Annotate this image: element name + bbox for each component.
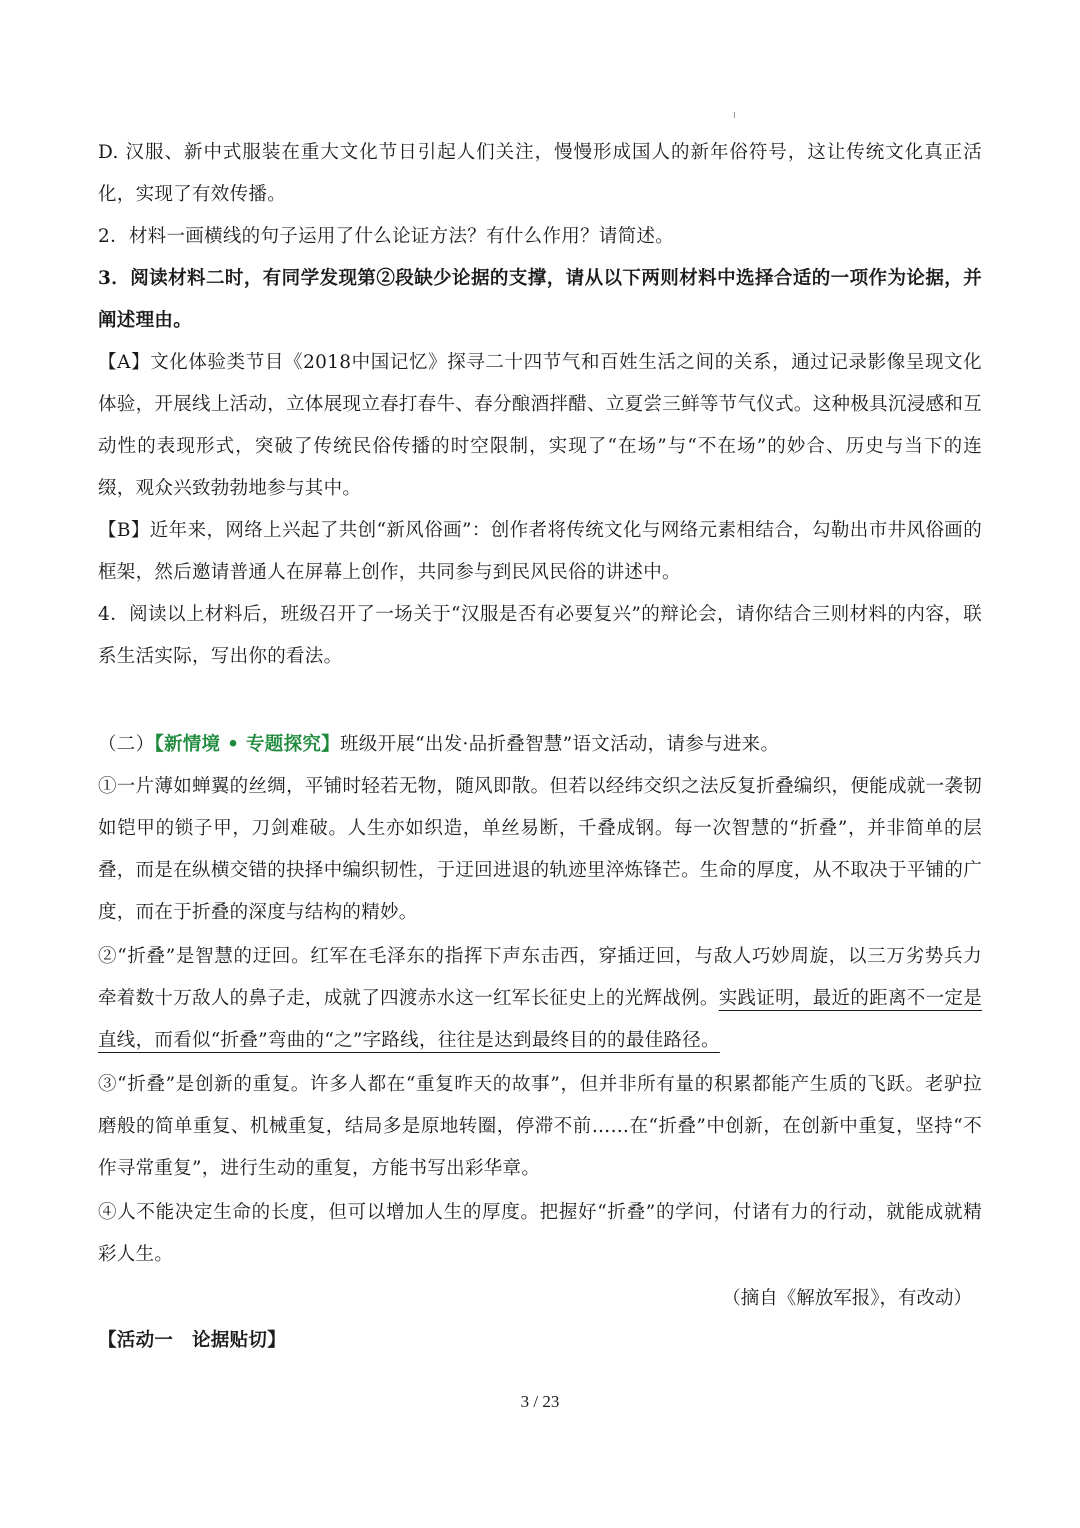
material-b: 【B】近年来，网络上兴起了共创“新风俗画”：创作者将传统文化与网络元素相结合，勾勒出市井风俗画的框架，然后邀请普通人在屏幕上创作，共同参与到民风民俗的讲述中。 <box>98 520 982 583</box>
activity-heading: 【活动一 论据贴切】 <box>98 1330 287 1351</box>
section-2-intro-text: 班级开展“出发·品折叠智慧”语文活动，请参与进来。 <box>339 734 780 755</box>
page-number: 3 / 23 <box>520 1392 560 1411</box>
section-2-prefix: （二） <box>98 734 155 755</box>
section-2-tag: 【新情境 • 专题探究】 <box>154 734 340 755</box>
option-d: D. 汉服、新中式服装在重大文化节日引起人们关注，慢慢形成国人的新年俗符号，这让传统文化真正活化，实现了有效传播。 <box>98 142 982 205</box>
scan-mark <box>734 112 735 118</box>
article-source: （摘自《解放军报》，有改动） <box>722 1288 972 1309</box>
question-4: 4．阅读以上材料后，班级召开了一场关于“汉服是否有必要复兴”的辩论会，请你结合三则材料的内容，联系生活实际，写出你的看法。 <box>98 604 982 667</box>
section-2-intro <box>98 724 982 766</box>
paragraph-2-text: ②“折叠”是智慧的迂回。红军在毛泽东的指挥下声东击西，穿插迂回，与敌人巧妙周旋，以三万劣势兵力牵着数十万敌人的鼻子走，成就了四渡赤水这一红军长征史上的光辉战例。 <box>98 946 982 1009</box>
article-paragraph-1: ①一片薄如蝉翼的丝绸，平铺时轻若无物，随风即散。但若以经纬交织之法反复折叠编织，便能成就一袭韧如铠甲的锁子甲，刀剑难破。人生亦如织造，单丝易断，千叠成钢。每一次智慧的“折叠”，并非简单的层叠，而是在纵横交错的抉择中编织韧性，于迂回进退的轨迹里淬炼锋芒。生命的厚度，从不取决于平铺的广度，而在于折叠的深度与结构的精妙。 <box>98 776 982 923</box>
question-2: 2．材料一画横线的句子运用了什么论证方法？有什么作用？请简述。 <box>98 226 675 247</box>
article-paragraph-2 <box>98 936 982 1062</box>
article-paragraph-4: ④人不能决定生命的长度，但可以增加人生的厚度。把握好“折叠”的学问，付诸有力的行动，就能成就精彩人生。 <box>98 1202 982 1265</box>
question-3: 3．阅读材料二时，有同学发现第②段缺少论据的支撑，请从以下两则材料中选择合适的一项作为论据，并阐述理由。 <box>98 268 982 331</box>
article-paragraph-3: ③“折叠”是创新的重复。许多人都在“重复昨天的故事”，但并非所有量的积累都能产生质的飞跃。老驴拉磨般的简单重复、机械重复，结局多是原地转圈，停滞不前……在“折叠”中创新，在创新中重复，坚持“不作寻常重复”，进行生动的重复，方能书写出彩华章。 <box>98 1074 982 1179</box>
material-a: 【A】文化体验类节目《2018中国记忆》探寻二十四节气和百姓生活之间的关系，通过记录影像呈现文化体验，开展线上活动，立体展现立春打春牛、春分酿酒拌醋、立夏尝三鲜等节气仪式。这种极具沉浸感和互动性的表现形式，突破了传统民俗传播的时空限制，实现了“在场”与“不在场”的妙合、历史与当下的连缀，观众兴致勃勃地参与其中。 <box>98 352 982 499</box>
paragraph-2-underlined: 实践证明，最近的距离不一定是直线，而看似“折叠”弯曲的“之”字路线，往往是达到最终目的的最佳路径。 <box>98 988 982 1051</box>
